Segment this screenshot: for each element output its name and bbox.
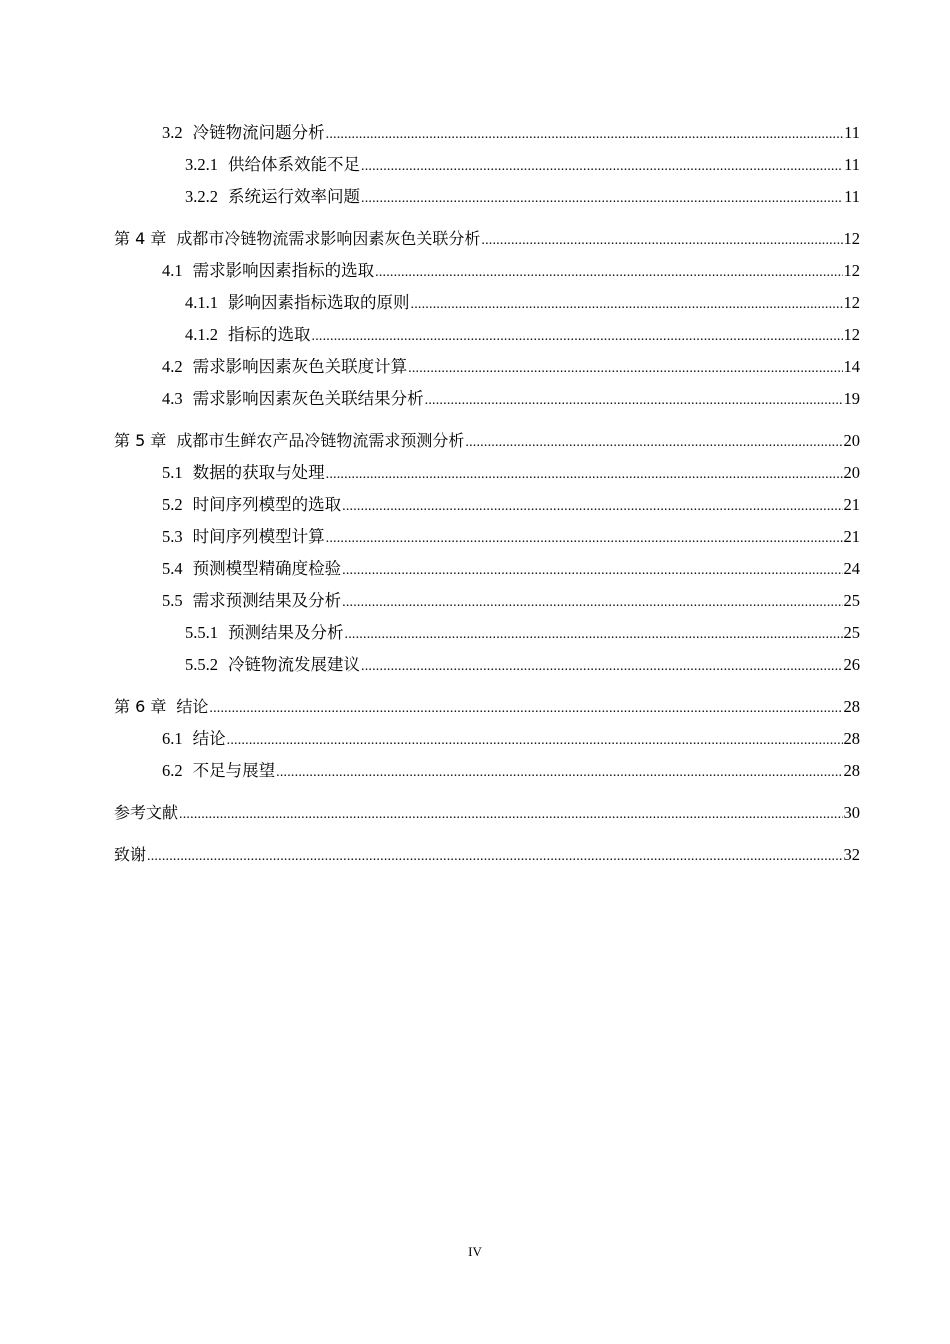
toc-dot-leader — [276, 757, 842, 789]
toc-entry[interactable] — [114, 691, 860, 723]
toc-entry[interactable] — [114, 223, 860, 255]
toc-entry[interactable] — [114, 585, 860, 617]
toc-dot-leader — [342, 555, 842, 587]
toc-dot-leader — [312, 321, 843, 353]
toc-entry-title: 成都市冷链物流需求影响因素灰色关联分析 — [176, 229, 481, 248]
table-of-contents — [114, 117, 860, 871]
toc-dot-leader — [342, 587, 842, 619]
toc-entry-number: 5.5.2 — [185, 655, 218, 674]
toc-entry-title: 结论 — [192, 729, 226, 748]
toc-entry[interactable] — [114, 319, 860, 351]
toc-dot-leader — [209, 693, 842, 725]
toc-dot-leader — [411, 289, 843, 321]
toc-entry[interactable] — [114, 723, 860, 755]
toc-entry-title: 时间序列模型的选取 — [192, 495, 342, 514]
toc-entry-page-number: 12 — [843, 293, 860, 312]
toc-dot-leader — [361, 183, 843, 215]
toc-entry-title: 时间序列模型计算 — [192, 527, 325, 546]
toc-dot-leader — [326, 119, 843, 151]
toc-entry-page-number: 21 — [843, 527, 860, 546]
toc-entry[interactable] — [114, 287, 860, 319]
toc-entry-number: 5.1 — [162, 463, 183, 482]
toc-dot-leader — [345, 619, 843, 651]
toc-dot-leader — [361, 151, 843, 183]
toc-entry-title: 指标的选取 — [228, 325, 311, 344]
toc-entry-page-number: 25 — [843, 623, 860, 642]
page-number-footer: IV — [468, 1244, 482, 1259]
toc-entry-number: 第 5 章 — [114, 431, 167, 450]
toc-entry[interactable] — [114, 457, 860, 489]
toc-entry-number: 4.2 — [162, 357, 183, 376]
toc-entry-page-number: 20 — [843, 431, 860, 450]
toc-entry-title: 系统运行效率问题 — [228, 187, 360, 206]
toc-entry-title: 结论 — [176, 697, 209, 716]
toc-entry[interactable] — [114, 839, 860, 871]
toc-dot-leader — [408, 353, 842, 385]
toc-entry-number: 第 4 章 — [114, 229, 167, 248]
toc-dot-leader — [465, 427, 842, 459]
toc-entry-title: 供给体系效能不足 — [228, 155, 360, 174]
toc-entry-page-number: 21 — [843, 495, 860, 514]
toc-entry[interactable] — [114, 489, 860, 521]
toc-dot-leader — [179, 799, 842, 831]
toc-entry-page-number: 20 — [843, 463, 860, 482]
toc-entry-title: 需求影响因素指标的选取 — [192, 261, 375, 280]
toc-entry-page-number: 12 — [843, 261, 860, 280]
toc-entry-title: 不足与展望 — [192, 761, 276, 780]
toc-entry[interactable] — [114, 553, 860, 585]
toc-entry-page-number: 28 — [843, 729, 860, 748]
toc-entry-number: 5.3 — [162, 527, 183, 546]
toc-entry-number: 4.1 — [162, 261, 183, 280]
toc-dot-leader — [326, 523, 843, 555]
toc-entry-title: 冷链物流问题分析 — [192, 123, 325, 142]
toc-entry[interactable] — [114, 383, 860, 415]
toc-entry-number: 3.2.1 — [185, 155, 218, 174]
toc-dot-leader — [326, 459, 843, 491]
toc-entry-page-number: 28 — [843, 697, 860, 716]
toc-entry[interactable] — [114, 181, 860, 213]
toc-entry-page-number: 14 — [843, 357, 860, 376]
toc-entry-page-number: 11 — [844, 155, 860, 174]
toc-entry[interactable] — [114, 425, 860, 457]
toc-entry-page-number: 28 — [843, 761, 860, 780]
toc-entry[interactable] — [114, 755, 860, 787]
toc-entry[interactable] — [114, 617, 860, 649]
toc-dot-leader — [425, 385, 843, 417]
toc-entry-page-number: 12 — [843, 229, 860, 248]
toc-entry[interactable] — [114, 649, 860, 681]
toc-entry-page-number: 30 — [843, 803, 860, 822]
toc-entry-number: 5.4 — [162, 559, 183, 578]
toc-entry[interactable] — [114, 351, 860, 383]
toc-entry-title: 影响因素指标选取的原则 — [228, 293, 410, 312]
toc-entry-page-number: 26 — [843, 655, 860, 674]
toc-entry-title: 成都市生鲜农产品冷链物流需求预测分析 — [176, 431, 465, 450]
toc-entry-number: 4.1.1 — [185, 293, 218, 312]
toc-entry[interactable] — [114, 149, 860, 181]
toc-entry-title: 冷链物流发展建议 — [228, 655, 360, 674]
toc-entry-number: 6.1 — [162, 729, 183, 748]
toc-entry-page-number: 11 — [844, 123, 860, 142]
toc-entry-title: 需求预测结果及分析 — [192, 591, 342, 610]
toc-entry-number: 3.2.2 — [185, 187, 218, 206]
toc-dot-leader — [375, 257, 842, 289]
toc-entry-page-number: 19 — [843, 389, 860, 408]
toc-entry-number: 3.2 — [162, 123, 183, 142]
toc-dot-leader — [481, 225, 842, 257]
toc-entry-page-number: 25 — [843, 591, 860, 610]
toc-entry-title: 预测结果及分析 — [228, 623, 344, 642]
toc-entry-title: 数据的获取与处理 — [192, 463, 325, 482]
toc-entry-title: 致谢 — [114, 845, 147, 864]
toc-entry-number: 4.1.2 — [185, 325, 218, 344]
toc-entry-number: 4.3 — [162, 389, 183, 408]
toc-entry-page-number: 32 — [843, 845, 860, 864]
toc-dot-leader — [342, 491, 842, 523]
toc-entry-title: 需求影响因素灰色关联结果分析 — [192, 389, 424, 408]
toc-entry-title: 预测模型精确度检验 — [192, 559, 342, 578]
toc-entry-number: 第 6 章 — [114, 697, 167, 716]
toc-dot-leader — [227, 725, 843, 757]
toc-entry-number: 5.5 — [162, 591, 183, 610]
toc-entry-title: 参考文献 — [114, 803, 179, 822]
toc-entry-number: 6.2 — [162, 761, 183, 780]
toc-entry-page-number: 12 — [843, 325, 860, 344]
toc-entry-page-number: 24 — [843, 559, 860, 578]
toc-entry-title: 需求影响因素灰色关联度计算 — [192, 357, 408, 376]
toc-entry[interactable] — [114, 521, 860, 553]
toc-entry-page-number: 11 — [844, 187, 860, 206]
toc-dot-leader — [147, 841, 842, 873]
toc-entry-number: 5.2 — [162, 495, 183, 514]
toc-entry[interactable] — [114, 255, 860, 287]
toc-dot-leader — [361, 651, 843, 683]
toc-entry[interactable] — [114, 117, 860, 149]
toc-entry[interactable] — [114, 797, 860, 829]
toc-entry-number: 5.5.1 — [185, 623, 218, 642]
